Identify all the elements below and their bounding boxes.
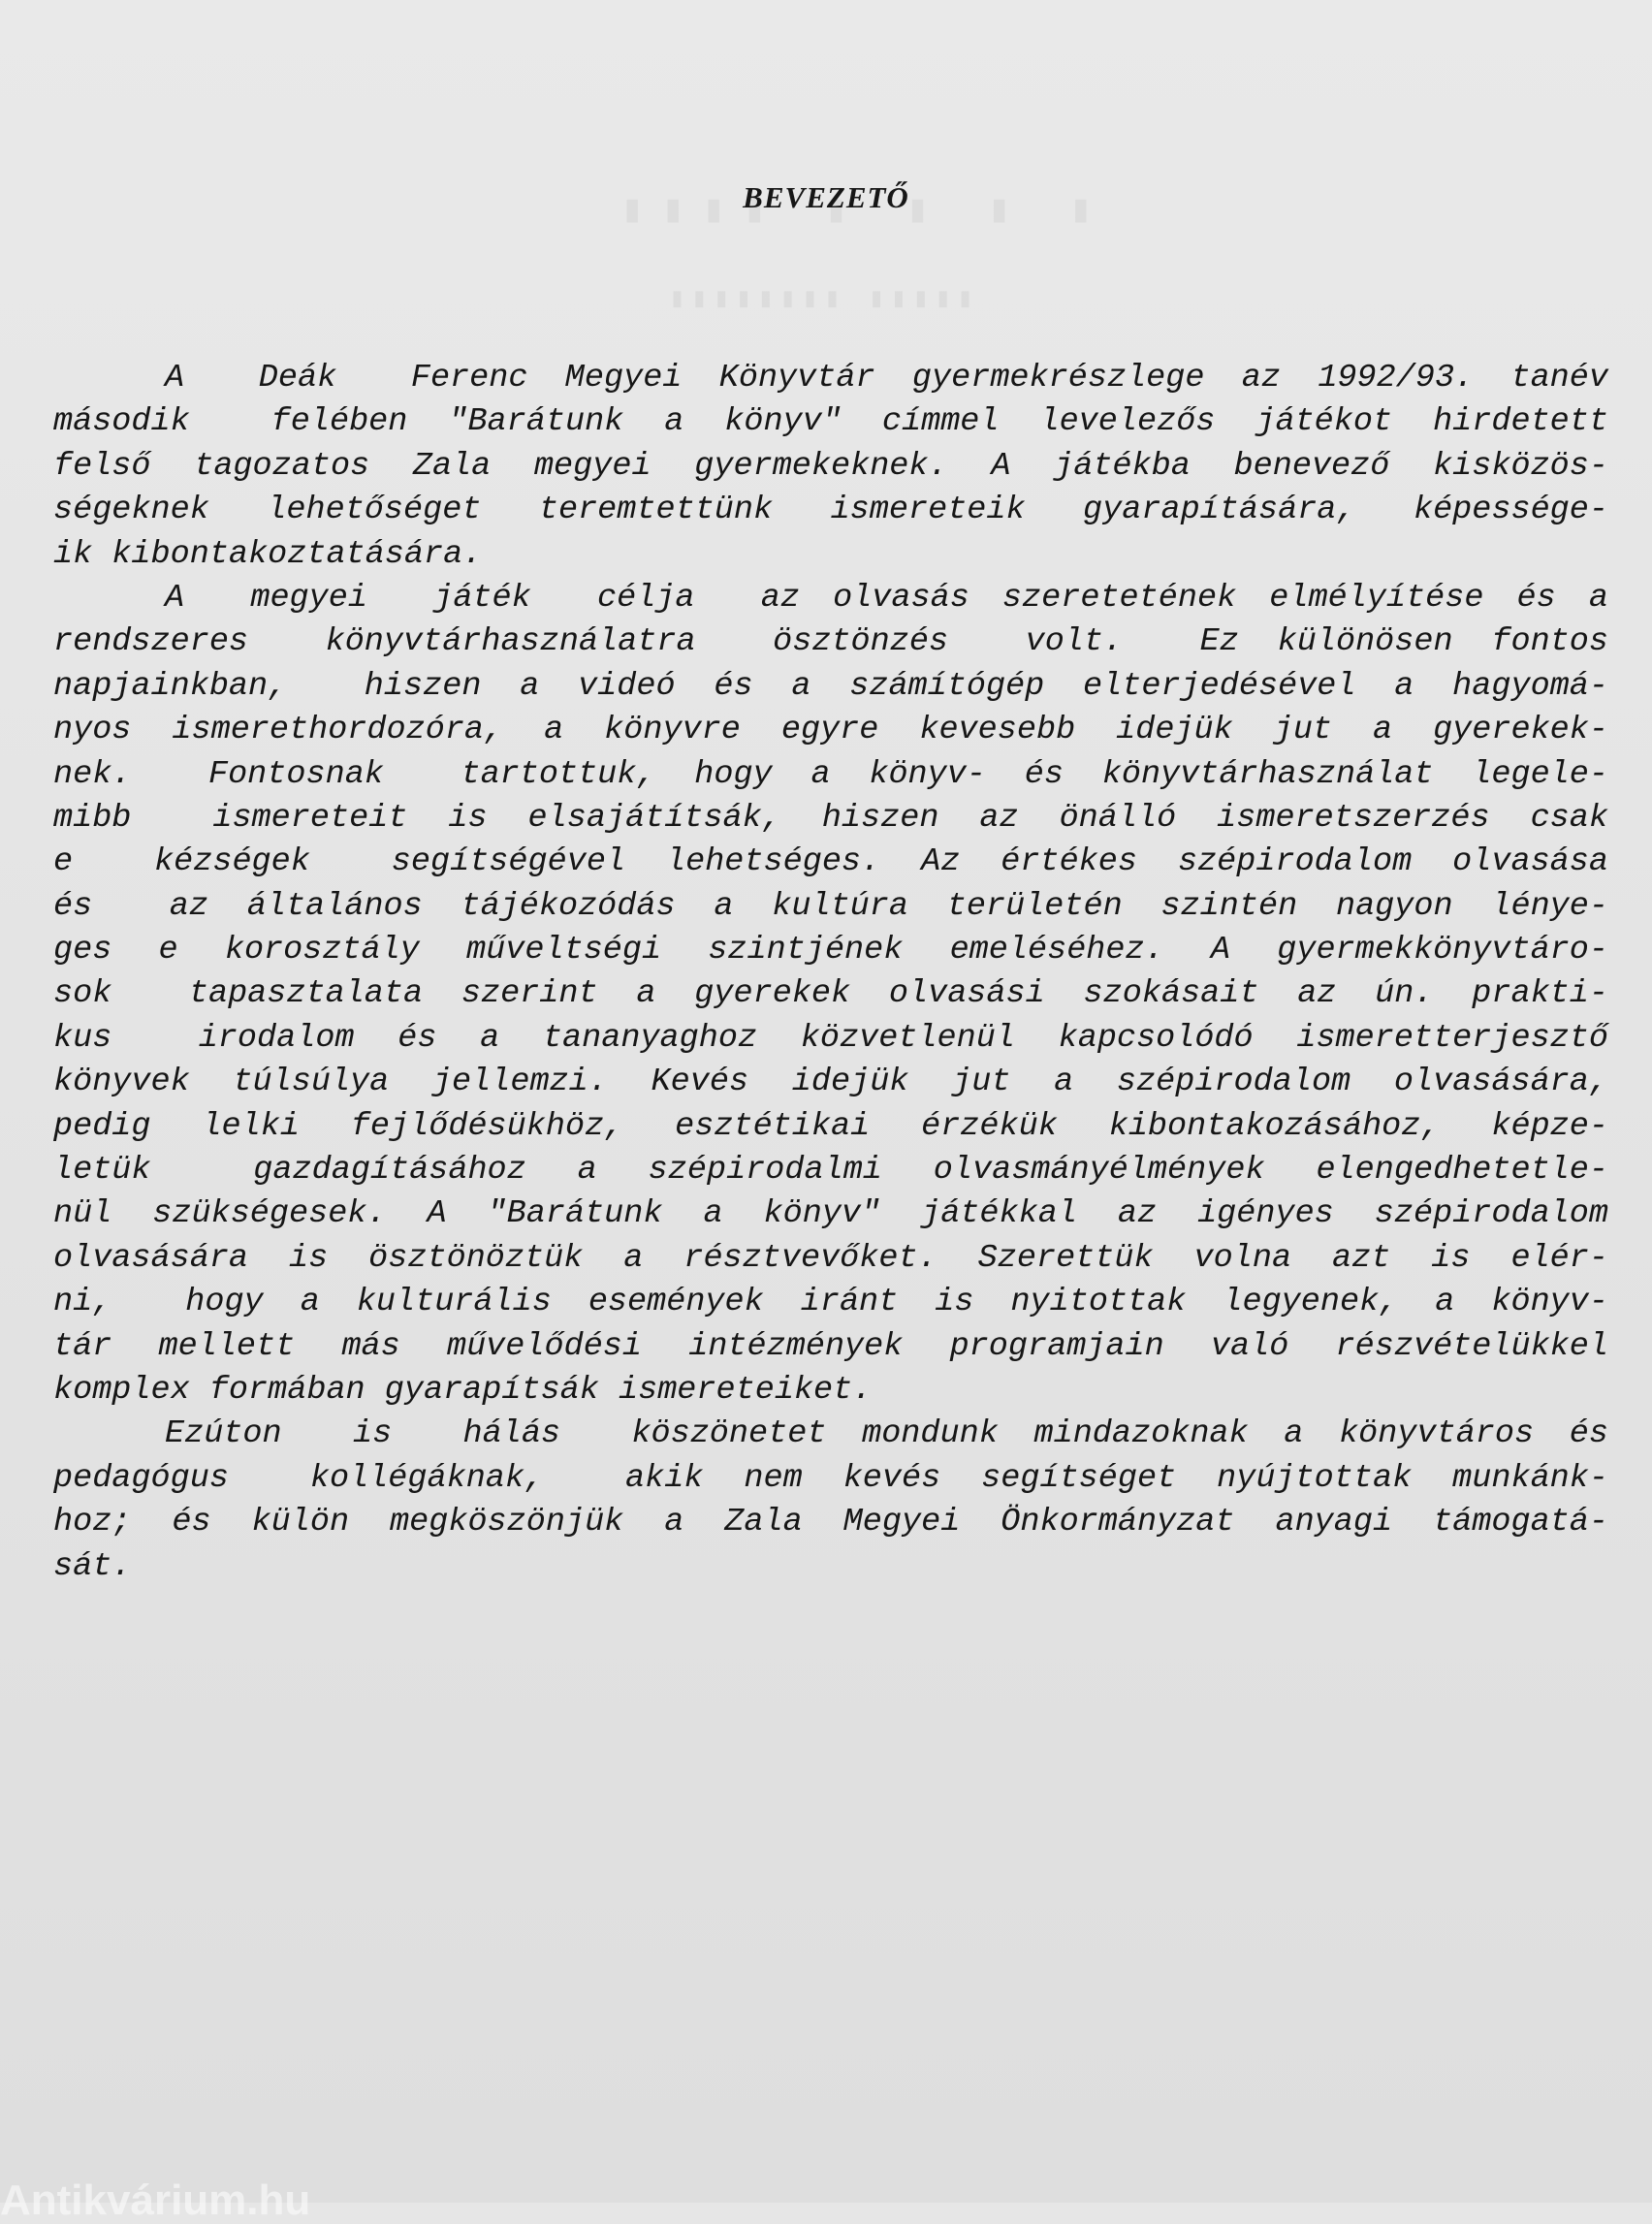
- text-line: A megyei játék célja az olvasás szeretetének elmélyítése és a: [165, 579, 1608, 617]
- text-line: második felében "Barátunk a könyv" címmel levelezős játékot hirdetett: [53, 403, 1608, 441]
- bleed-through-decoration: [669, 281, 979, 315]
- text-line: Ezúton is hálás köszönetet mondunk mindazoknak a könyvtáros és: [165, 1415, 1608, 1453]
- text-line: pedagógus kollégáknak, akik nem kevés segítséget nyújtottak munkánk-: [53, 1459, 1608, 1497]
- text-line: komplex formában gyarapítsák ismereteiket.: [53, 1371, 873, 1409]
- text-line: letük gazdagításához a szépirodalmi olvasmányélmények elengedhetetle-: [53, 1152, 1608, 1190]
- text-line: tár mellett más művelődési intézmények programjain való részvételükkel: [53, 1327, 1608, 1365]
- text-line: pedig lelki fejlődésükhöz, esztétikai érzékük kibontakozásához, képze-: [53, 1107, 1608, 1145]
- document-body: [53, 357, 1608, 1589]
- text-line: mibb ismereteit is elsajátítsák, hiszen az önálló ismeretszerzés csak: [53, 799, 1608, 837]
- text-line: felső tagozatos Zala megyei gyermekeknek. A játékba benevező kisközös-: [53, 447, 1608, 485]
- text-line: e kézségek segítségével lehetséges. Az értékes szépirodalom olvasása: [53, 843, 1608, 881]
- text-line: nül szükségesek. A "Barátunk a könyv" játékkal az igényes szépirodalom: [53, 1195, 1608, 1233]
- text-line: nek. Fontosnak tartottuk, hogy a könyv- és könyvtárhasználat legele-: [53, 755, 1608, 793]
- document-title: BEVEZETŐ: [743, 180, 909, 214]
- text-line: nyos ismerethordozóra, a könyvre egyre kevesebb idejük jut a gyerekek-: [53, 712, 1608, 749]
- text-line: és az általános tájékozódás a kultúra területén szintén nagyon lénye-: [53, 887, 1608, 925]
- watermark: Antikvárium.hu: [0, 2176, 311, 2224]
- text-line: A Deák Ferenc Megyei Könyvtár gyermekrészlege az 1992/93. tanév: [165, 360, 1608, 397]
- text-line: hoz; és külön megköszönjük a Zala Megyei Önkormányzat anyagi támogatá-: [53, 1504, 1608, 1541]
- text-line: ni, hogy a kulturális események iránt is nyitottak legyenek, a könyv-: [53, 1284, 1608, 1321]
- text-line: ik kibontakoztatására.: [53, 535, 483, 573]
- text-line: könyvek túlsúlya jellemzi. Kevés idejük jut a szépirodalom olvasására,: [53, 1064, 1608, 1101]
- text-line: sok tapasztalata szerint a gyerekek olvasási szokásait az ún. prakti-: [53, 975, 1608, 1013]
- text-line: olvasására is ösztönöztük a résztvevőket. Szerettük volna azt is elér-: [53, 1239, 1608, 1277]
- text-line: napjainkban, hiszen a videó és a számítógép elterjedésével a hagyomá-: [53, 667, 1608, 705]
- text-line: sát.: [53, 1547, 132, 1585]
- text-line: ségeknek lehetőséget teremtettünk ismereteik gyarapítására, képessége-: [53, 492, 1608, 529]
- text-line: ges e korosztály műveltségi szintjének emeléséhez. A gyermekkönyvtáro-: [53, 932, 1608, 969]
- text-line: rendszeres könyvtárhasználatra ösztönzés volt. Ez különösen fontos: [53, 623, 1608, 661]
- text-line: kus irodalom és a tananyaghoz közvetlenül kapcsolódó ismeretterjesztő: [53, 1019, 1608, 1057]
